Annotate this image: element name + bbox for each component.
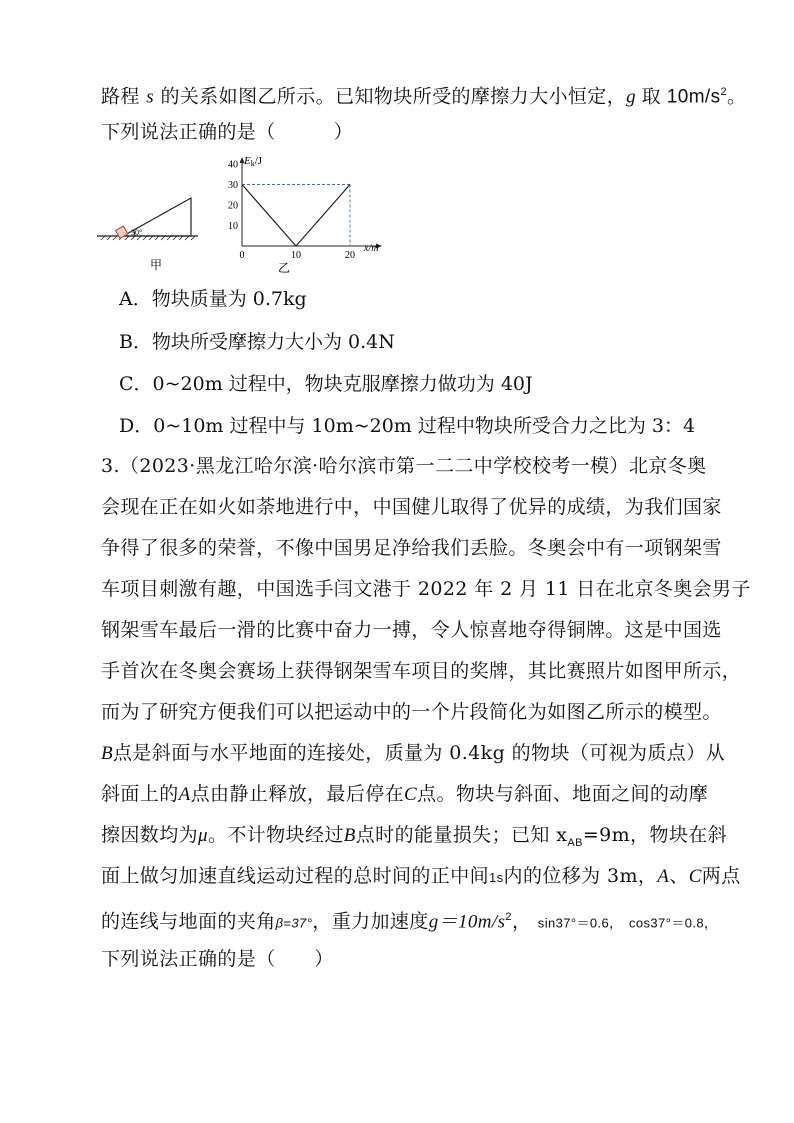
- figure-yi-graph: [222, 152, 387, 277]
- q3-line-8: [101, 741, 725, 766]
- time-value: 1s: [489, 870, 504, 885]
- point-a-label: A: [178, 784, 191, 805]
- option-c: C．0~20m 过程中，物块克服摩擦力做功为 40J: [119, 373, 533, 395]
- symbol-g: g: [626, 86, 636, 108]
- graph-axes: [240, 157, 383, 249]
- text-fragment: 、: [669, 865, 689, 887]
- text-fragment: 擦因数均为: [101, 824, 199, 846]
- q3-line-10: [101, 823, 727, 855]
- q3-line-13: 下列说法正确的是（ ）: [101, 948, 334, 970]
- y-tick-label: 30: [228, 180, 238, 191]
- y-tick-label: 40: [228, 159, 238, 171]
- text-fragment: 面上做匀加速直线运动过程的总时间的正中间: [101, 865, 490, 887]
- q3-line-4: 车项目刺激有趣，中国选手闫文港于 2022 年 2 月 11 日在北京冬奥会男子: [101, 578, 751, 600]
- x-tick-label: 10: [291, 250, 301, 261]
- text-fragment: ，: [511, 910, 532, 933]
- option-a: A．物块质量为 0.7kg: [119, 288, 307, 310]
- superscript: 2: [505, 911, 512, 923]
- q3-line-5: 钢架雪车最后一滑的比赛中奋力一搏，令人惊喜地夺得铜牌。这是中国选: [101, 619, 722, 641]
- point-a-label: A: [657, 866, 670, 887]
- text-fragment: 点时的能量损失；已知 x: [355, 824, 568, 846]
- gravity-value: g＝10m/s: [428, 911, 506, 933]
- text-fragment: 路程: [101, 85, 147, 108]
- q3-line-1: 3.（2023·黑龙江哈尔滨·哈尔滨市第一二二中学校校考一模）北京冬奥: [101, 455, 707, 477]
- text-fragment: 。不计物块经过: [207, 824, 344, 846]
- text-fragment: 两点: [701, 865, 741, 887]
- intro-line-1: [101, 80, 746, 109]
- point-b-label: B: [101, 743, 114, 764]
- y-tick-label: 10: [228, 221, 238, 232]
- symbol-mu: μ: [198, 825, 208, 846]
- x-tick-label: 20: [345, 250, 355, 261]
- q3-line-12: [101, 905, 717, 935]
- q3-line-3: 争得了很多的荣誉，不像中国男足净给我们丢脸。冬奥会中有一项钢架雪: [101, 537, 722, 559]
- q3-line-11: [101, 864, 741, 890]
- option-b: B．物块所受摩擦力大小为 0.4N: [119, 331, 395, 353]
- text-fragment: 斜面上的: [101, 783, 179, 805]
- text-fragment: 的连线与地面的夹角: [101, 910, 276, 933]
- y-axis-label: Ek/J: [244, 155, 263, 168]
- intro-line-2: 下列说法正确的是（ ）: [101, 121, 354, 143]
- text-fragment: 的关系如图乙所示。已知物块所受的摩擦力大小恒定，: [154, 85, 627, 108]
- q3-line-6: 手首次在冬奥会赛场上获得钢架雪车项目的奖牌，其比赛照片如图甲所示，: [101, 660, 742, 682]
- text-fragment: ，重力加速度: [312, 910, 429, 933]
- sin-value: sin37°＝0.6，: [537, 915, 623, 931]
- text-fragment: 点由静止释放，最后停在: [190, 783, 405, 805]
- q3-line-9: [101, 782, 708, 807]
- figure-yi-caption: 乙: [278, 261, 291, 275]
- angle-label: 30°: [131, 228, 143, 237]
- text-fragment: 内的位移为 3m，: [503, 865, 658, 887]
- text-fragment: 。: [727, 85, 747, 108]
- text-fragment: =9m，物块在斜: [582, 824, 728, 846]
- cos-value: cos37°＝0.8，: [629, 915, 718, 931]
- ek-line: [242, 185, 350, 247]
- dashed-guides: [242, 185, 350, 247]
- x-axis-label: x/m: [364, 243, 379, 254]
- angle-beta: β=37°: [275, 915, 313, 931]
- x-tick-label: 0: [239, 250, 245, 261]
- point-b-label: B: [343, 825, 356, 846]
- q3-line-2: 会现在正在如火如荼地进行中，中国健儿取得了优异的成绩，为我们国家: [101, 496, 722, 518]
- text-fragment: 点是斜面与水平地面的连接处，质量为 0.4kg 的物块（可视为质点）从: [113, 742, 725, 764]
- point-c-label: C: [404, 784, 418, 805]
- ek-series: [242, 185, 350, 247]
- text-fragment: 取 10m/s: [636, 86, 721, 108]
- q3-line-7: 而为了研究方便我们可以把运动中的一个片段简化为如图乙所示的模型。: [101, 701, 722, 723]
- text-fragment: 点。物块与斜面、地面之间的动摩: [417, 783, 709, 805]
- point-c-label: C: [688, 866, 702, 887]
- superscript: 2: [720, 86, 728, 98]
- figure-jia-incline: [95, 165, 205, 275]
- figure-jia-caption: 甲: [150, 258, 163, 272]
- symbol-s: s: [146, 86, 155, 108]
- subscript-ab: AB: [567, 836, 583, 849]
- option-d: D．0~10m 过程中与 10m~20m 过程中物块所受合力之比为 3：4: [119, 415, 696, 437]
- y-tick-label: 20: [228, 200, 238, 212]
